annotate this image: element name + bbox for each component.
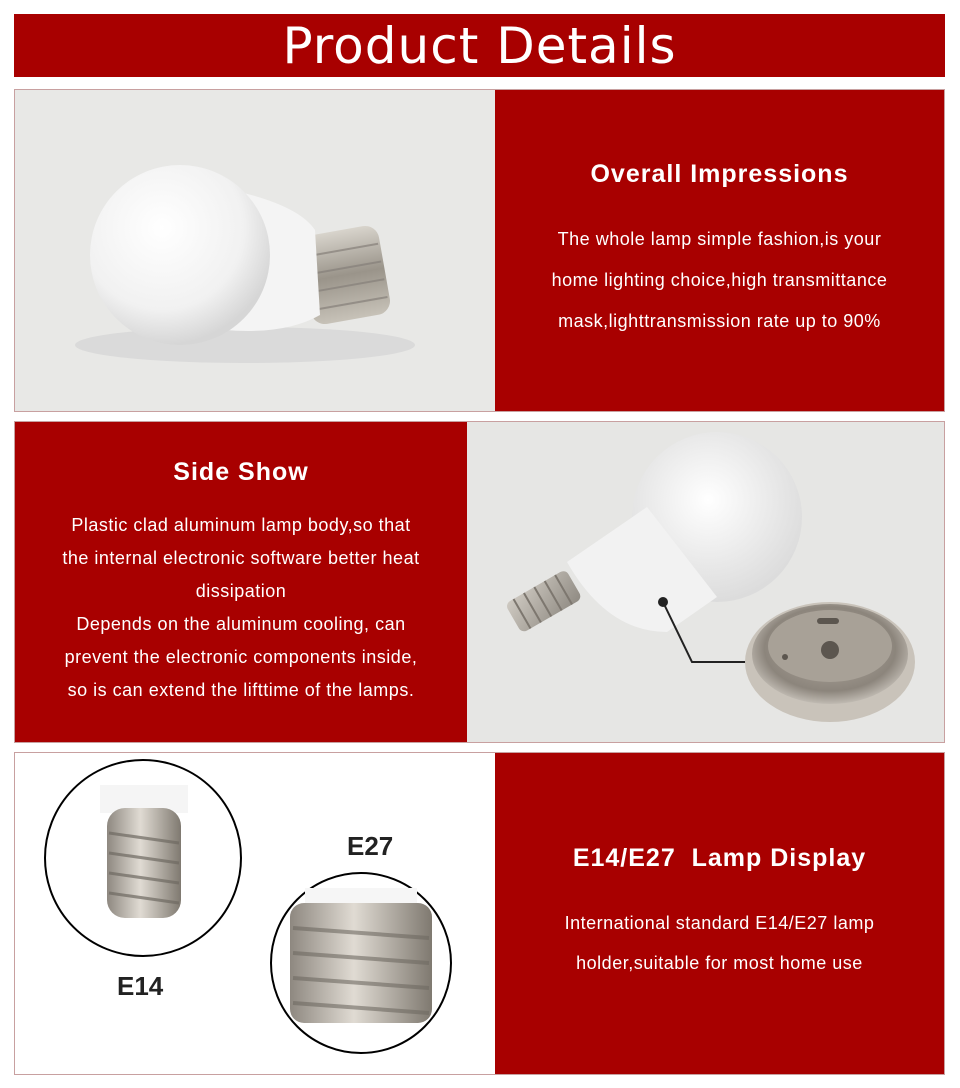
body-line: Plastic clad aluminum lamp body,so that	[71, 514, 411, 535]
led-bulb-e14-heatsink-photo	[467, 422, 944, 742]
page-header-banner	[14, 14, 945, 77]
body-line: The whole lamp simple fashion,is your	[557, 228, 882, 249]
section-body	[565, 903, 875, 983]
section-heading: E14/E27 Lamp Display	[572, 844, 867, 872]
section-body	[552, 219, 888, 342]
body-line: prevent the electronic components inside,	[64, 646, 418, 667]
body-line: Depends on the aluminum cooling, can	[76, 613, 406, 634]
body-line: mask,lighttransmission rate up to 90%	[558, 310, 881, 331]
body-line: the internal electronic software better heat	[62, 547, 420, 568]
body-line: so is can extend the lifttime of the lamps.	[67, 679, 415, 700]
e27-label: E27	[347, 831, 394, 861]
led-bulb-e27-photo	[15, 90, 495, 411]
page-title: Product Details	[282, 16, 677, 75]
section-heading: Side Show	[173, 457, 309, 486]
overall-impressions-text	[495, 90, 944, 411]
side-show-text	[15, 422, 467, 742]
body-line: dissipation	[195, 580, 287, 601]
lamp-display-text	[495, 753, 944, 1074]
section-heading: Overall Impressions	[590, 159, 849, 188]
side-show-section	[14, 421, 945, 743]
e14-e27-base-closeup	[15, 753, 495, 1074]
body-line: International standard E14/E27 lamp	[564, 913, 875, 933]
lamp-display-section	[14, 752, 945, 1075]
section-body	[62, 509, 419, 707]
body-line: holder,suitable for most home use	[576, 953, 863, 973]
body-line: home lighting choice,high transmittance	[551, 269, 888, 290]
e14-label: E14	[117, 971, 164, 1001]
overall-impressions-section	[14, 89, 945, 412]
